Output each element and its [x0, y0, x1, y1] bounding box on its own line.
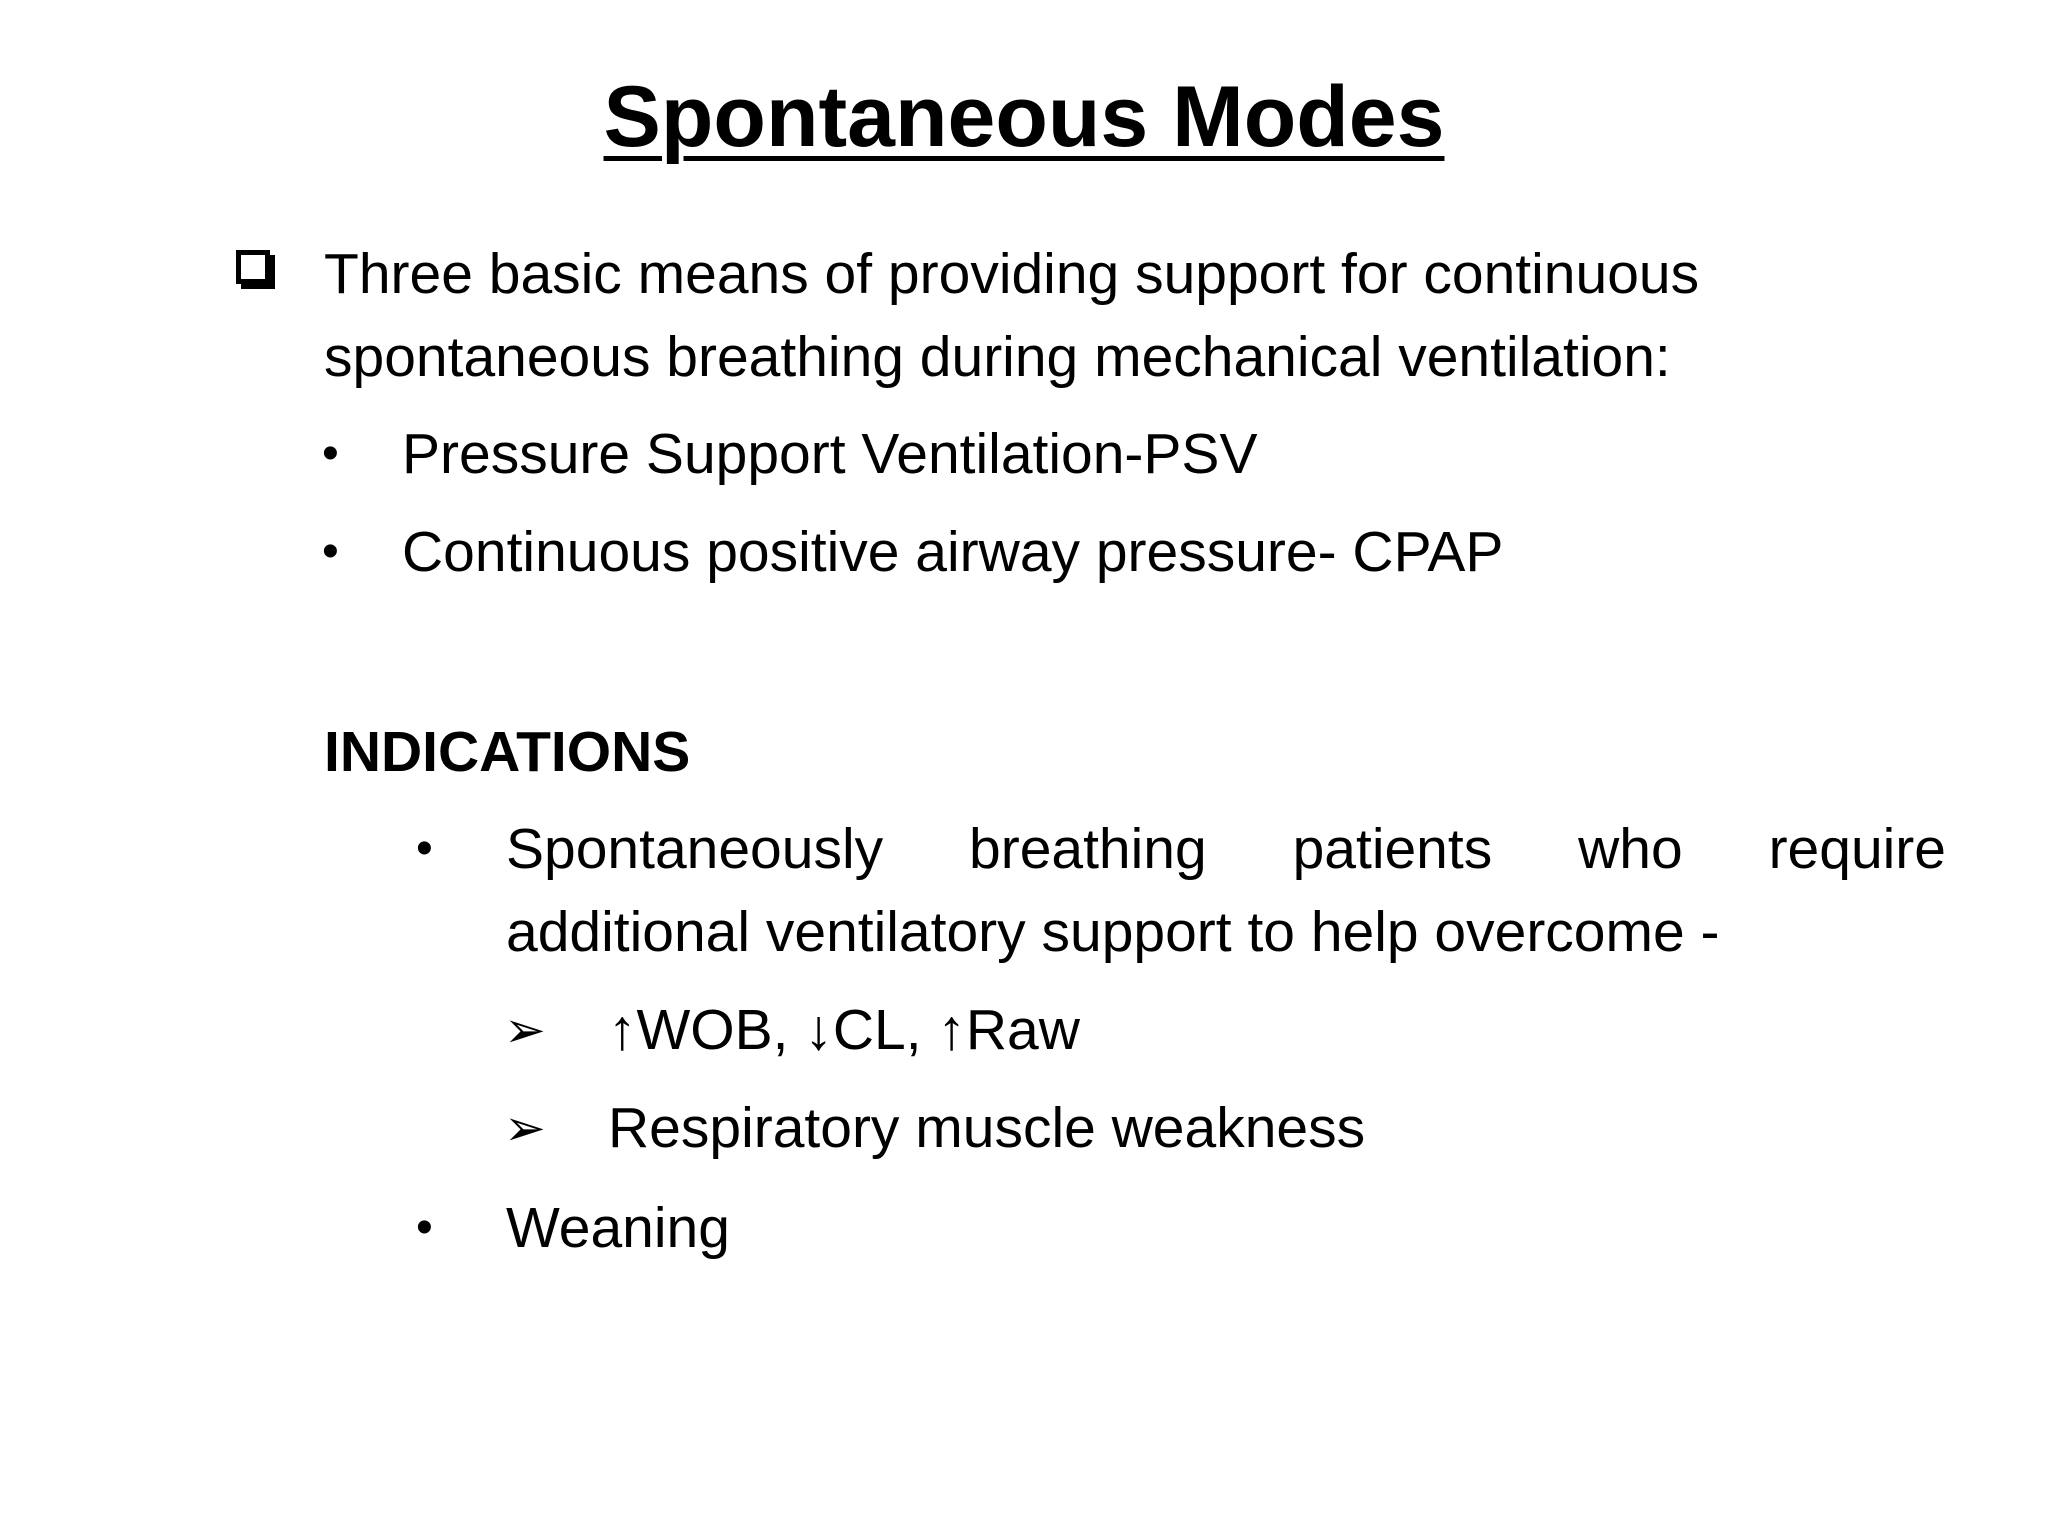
bullet-icon: • [322, 525, 339, 578]
square-bullet-icon [236, 250, 270, 284]
bullet-icon: • [416, 1201, 433, 1254]
indication-item-weaning: Weaning [506, 1196, 730, 1260]
bullet-icon: • [416, 822, 433, 875]
indications-heading: INDICATIONS [324, 720, 691, 784]
slide-title: Spontaneous Modes [603, 69, 1445, 165]
bullet-icon: • [322, 427, 339, 480]
sub-item-muscle-weakness: Respiratory muscle weakness [608, 1096, 1366, 1160]
means-item-psv: Pressure Support Ventilation-PSV [402, 422, 1258, 486]
indication-item-1-line-2: additional ventilatory support to help overcome - [506, 900, 1720, 964]
intro-line-2: spontaneous breathing during mechanical ventilation: [324, 325, 1671, 389]
sub-item-wob-cl-raw: ↑WOB, ↓CL, ↑Raw [608, 998, 1080, 1062]
arrow-bullet-icon: ➢ [504, 1099, 546, 1157]
indication-item-1-line-1: Spontaneously breathing patients who require [506, 817, 1946, 881]
means-item-cpap: Continuous positive airway pressure- CPAP [402, 520, 1504, 584]
arrow-bullet-icon: ➢ [504, 1001, 546, 1059]
intro-line-1: Three basic means of providing support for continuous [324, 242, 1700, 306]
